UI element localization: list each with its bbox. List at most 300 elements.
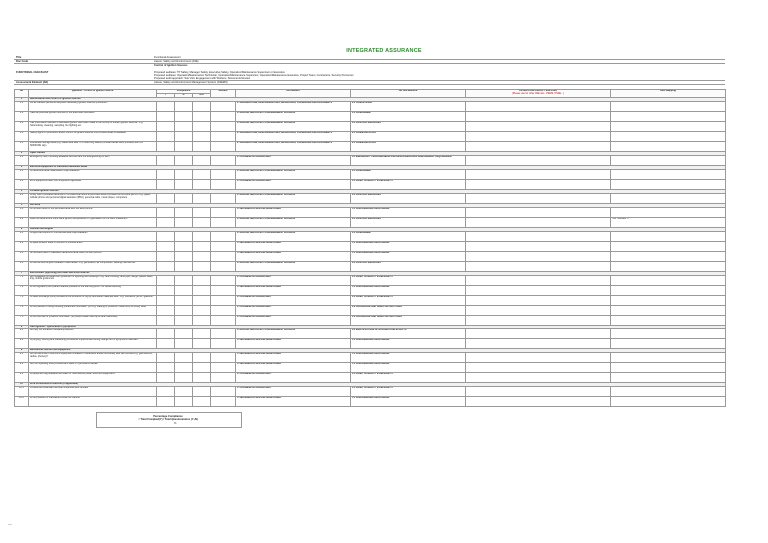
question-number: 6.3	[15, 251, 29, 261]
footer-mark: —	[8, 521, 12, 526]
col-no: No	[15, 90, 29, 98]
legacy-mapping-cell	[466, 112, 611, 122]
remark-cell[interactable]	[211, 353, 236, 363]
answer-no-cell[interactable]	[175, 305, 193, 315]
answer-no-cell[interactable]	[175, 112, 193, 122]
ae-sub-element-cell: 5.1 PERFORMANCE MONITORING	[351, 353, 466, 363]
col-compliance: Compliance	[157, 90, 211, 94]
remark-cell[interactable]	[211, 339, 236, 349]
ae-sub-element-cell: 5.1 PERFORMANCE MONITORING	[351, 241, 466, 251]
ae-sub-element-cell: 5.1 PERFORMANCE MONITORING	[351, 207, 466, 217]
remark-cell[interactable]	[211, 132, 236, 142]
answer-no-cell[interactable]	[175, 295, 193, 305]
col-hmp-mapping: HMP Mapping	[611, 90, 726, 98]
table-row	[15, 339, 726, 349]
section-number: 9	[15, 349, 29, 353]
table-row	[15, 193, 726, 203]
answer-na-cell[interactable]	[193, 295, 211, 305]
hmp-mapping-cell	[611, 285, 726, 295]
ae-sub-element-cell: 4.1 ASSET INTEGRITY & RELIABILITY	[351, 295, 466, 305]
answer-no-cell[interactable]	[175, 251, 193, 261]
remark-cell[interactable]	[211, 373, 236, 383]
remark-cell[interactable]	[211, 261, 236, 271]
section-title: Electrical equipment in classified hazardous areas	[29, 166, 726, 170]
header-value	[152, 64, 725, 80]
answer-na-cell[interactable]	[193, 156, 211, 166]
hmp-mapping-cell	[611, 275, 726, 285]
hmp-mapping-cell	[611, 251, 726, 261]
answer-no-cell[interactable]	[175, 132, 193, 142]
answer-yes-cell[interactable]	[157, 217, 175, 227]
remark-cell[interactable]	[211, 275, 236, 285]
table-row	[15, 217, 726, 227]
answer-na-cell[interactable]	[193, 122, 211, 132]
question-text: Is hot work done in the permitted area with the work permit?	[29, 207, 157, 217]
section-title: Auto ignition - hydrocarbon / pyrophoric	[29, 325, 726, 329]
question-number: 9.3	[15, 373, 29, 383]
remark-cell[interactable]	[211, 295, 236, 305]
ae-sub-element-cell: 3.4 CONTROL MEASURES	[351, 193, 466, 203]
ae-element-cell: 5. IMPLEMENTATION AND MONITORING	[236, 339, 351, 349]
compliance-title: Percentage Compliance	[153, 415, 183, 418]
section-title: Identification and control of ignition sources	[29, 98, 726, 102]
table-row	[15, 156, 726, 166]
section-number: 2	[15, 152, 29, 156]
header-block	[14, 56, 725, 85]
answer-yes-cell[interactable]	[157, 169, 175, 179]
ae-element-cell: 3. HAZARD AND EFFECTS MANAGEMENT PROCESS	[236, 193, 351, 203]
question-text: Is the pressure is maintained inside the cabinet	[29, 397, 157, 407]
legacy-mapping-cell	[466, 251, 611, 261]
legacy-mapping-cell	[466, 261, 611, 271]
question-text: Is purging, venting and blanketing procedures implemented during change out of pyrophoric materials?	[29, 339, 157, 349]
answer-na-cell[interactable]	[193, 217, 211, 227]
ae-sub-element-cell: 2.2 COMPETENCE	[351, 102, 466, 112]
ae-element-cell: 2. ORGANIZATION, RESPONSIBILITIES, RESOURCES, STANDARDS AND DOCUMENTS	[236, 132, 351, 142]
remark-cell[interactable]	[211, 102, 236, 112]
answer-yes-cell[interactable]	[157, 251, 175, 261]
question-number: 10.1	[15, 387, 29, 397]
answer-na-cell[interactable]	[193, 285, 211, 295]
ae-element-cell: 4. PLANNING & PROCEDURES	[236, 156, 351, 166]
question-number: 8.1	[15, 329, 29, 339]
legacy-mapping-cell	[466, 373, 611, 383]
question-text: Is approved vehicle in mechanical area map available?	[29, 231, 157, 241]
ae-sub-element-cell: 3.4 CONTROL MEASURES	[351, 217, 466, 227]
legacy-mapping-cell	[466, 231, 611, 241]
table-row	[15, 261, 726, 271]
question-text: Pressurized bulkhead has been inspected and certified	[29, 387, 157, 397]
header-value-text: Functional Assessment	[154, 56, 181, 59]
table-row	[15, 315, 726, 325]
table-row	[15, 285, 726, 295]
table-row	[15, 207, 726, 217]
checklist-body	[15, 98, 726, 407]
legacy-title: LEVERS AND LEGACY MAPPING	[519, 89, 557, 93]
ae-element-cell: 3. HAZARD AND EFFECTS MANAGEMENT PROCESS	[236, 231, 351, 241]
question-number: 4.1	[15, 193, 29, 203]
question-text: Emergency cars, including available services and fire extinguishing on site?	[29, 156, 157, 166]
remark-cell[interactable]	[211, 231, 236, 241]
answer-no-cell[interactable]	[175, 102, 193, 112]
answer-na-cell[interactable]	[193, 102, 211, 112]
legacy-mapping-cell	[466, 102, 611, 112]
answer-no-cell[interactable]	[175, 179, 193, 189]
section-title: Vehicles and engine	[29, 227, 726, 231]
header-value-text: Assets, Safety and Environment Management System (ASEMS)	[154, 81, 228, 85]
remark-cell[interactable]	[211, 112, 236, 122]
answer-no-cell[interactable]	[175, 207, 193, 217]
answer-yes-cell[interactable]	[157, 305, 175, 315]
ae-sub-element-cell: 3.4 CONTROL MEASURES	[351, 261, 466, 271]
hmp-mapping-cell	[611, 339, 726, 349]
hmp-mapping-cell	[611, 112, 726, 122]
ae-sub-element-cell: 4.1 ASSET INTEGRITY & RELIABILITY	[351, 387, 466, 397]
ae-sub-element-cell: 3.1 ASSESSMENT	[351, 169, 466, 179]
answer-na-cell[interactable]	[193, 231, 211, 241]
answer-na-cell[interactable]	[193, 193, 211, 203]
question-text: Have all potential ignition sources in the area been identified?	[29, 112, 157, 122]
answer-yes-cell[interactable]	[157, 207, 175, 217]
remark-cell[interactable]	[211, 241, 236, 251]
ae-element-cell: 5. IMPLEMENTATION AND MONITORING	[236, 363, 351, 373]
answer-yes-cell[interactable]	[157, 353, 175, 363]
ae-sub-element-cell: 5.1 PERFORMANCE MONITORING	[351, 363, 466, 373]
ae-element-cell: 5. IMPLEMENTATION AND MONITORING	[236, 207, 351, 217]
remark-cell[interactable]	[211, 156, 236, 166]
col-question: Question - control of ignition Source	[29, 90, 157, 98]
legacy-mapping-cell	[466, 193, 611, 203]
answer-yes-cell[interactable]	[157, 122, 175, 132]
legacy-mapping-cell	[466, 387, 611, 397]
answer-yes-cell[interactable]	[157, 387, 175, 397]
question-number: 10.2	[15, 397, 29, 407]
section-number: 5	[15, 203, 29, 207]
ae-sub-element-cell: 5.1 PERFORMANCE MONITORING	[351, 397, 466, 407]
col-ae-element: AE Element	[236, 90, 351, 98]
answer-yes-cell[interactable]	[157, 275, 175, 285]
question-number: 6.4	[15, 261, 29, 271]
answer-no-cell[interactable]	[175, 261, 193, 271]
question-text: Is internal both engine installed in safe areas? e.g. generators, air compressor, welding machine etc	[29, 261, 157, 271]
answer-no-cell[interactable]	[175, 397, 193, 407]
section-number: 4	[15, 189, 29, 193]
answer-na-cell[interactable]	[193, 339, 211, 349]
remark-cell[interactable]	[211, 122, 236, 132]
ae-element-cell: 3. HAZARD AND EFFECTS MANAGEMENT PROCESS	[236, 261, 351, 271]
remark-cell[interactable]	[211, 193, 236, 203]
answer-no-cell[interactable]	[175, 329, 193, 339]
answer-yes-cell[interactable]	[157, 132, 175, 142]
answer-no-cell[interactable]	[175, 315, 193, 325]
answer-no-cell[interactable]	[175, 122, 193, 132]
answer-yes-cell[interactable]	[157, 315, 175, 325]
answer-yes-cell[interactable]	[157, 193, 175, 203]
col-no-answer: N	[175, 94, 193, 98]
col-na: N/A	[193, 94, 211, 98]
legacy-mapping-cell	[466, 156, 611, 166]
answer-na-cell[interactable]	[193, 363, 211, 373]
ae-element-cell: 3. HAZARD AND EFFECTS MANAGEMENT PROCESS	[236, 112, 351, 122]
header-extra-line: Proposed auditees: Operation/Maintenance Technician, Operation/Maintenance Supervisor, Operation/Maintenance Executive, Project Team, Contractors, Security Personnel	[154, 73, 354, 77]
remark-cell[interactable]	[211, 363, 236, 373]
answer-na-cell[interactable]	[193, 353, 211, 363]
answer-na-cell[interactable]	[193, 315, 211, 325]
question-number: 1.4	[15, 132, 29, 142]
answer-yes-cell[interactable]	[157, 285, 175, 295]
answer-yes-cell[interactable]	[157, 142, 175, 152]
answer-no-cell[interactable]	[175, 373, 193, 383]
ae-element-cell: 2. ORGANIZATION, RESPONSIBILITIES, RESOURCES, STANDARDS AND DOCUMENTS	[236, 142, 351, 152]
legacy-note: (Please use for other ASE doc - PEMS, HSSE...)	[512, 92, 564, 96]
question-number: 2.1	[15, 156, 29, 166]
table-row	[15, 295, 726, 305]
answer-na-cell[interactable]	[193, 387, 211, 397]
legacy-mapping-cell	[466, 241, 611, 251]
legacy-mapping-cell	[466, 363, 611, 373]
answer-no-cell[interactable]	[175, 217, 193, 227]
ae-sub-element-cell: 5.1 PERFORMANCE MONITORING	[351, 285, 466, 295]
header-value-text: Control of Ignition Sources	[154, 64, 188, 68]
question-text: Is static discharge point provided at the entrance of highly flammable materials tank? e.g. Kerosene, jet A1, gasoline	[29, 295, 157, 305]
ae-sub-element-cell: 2.4 COMMUNICATION	[351, 132, 466, 142]
hmp-mapping-cell	[611, 207, 726, 217]
hmp-mapping-cell	[611, 387, 726, 397]
legacy-mapping-cell	[466, 122, 611, 132]
answer-na-cell[interactable]	[193, 305, 211, 315]
legacy-mapping-cell	[466, 217, 611, 227]
remark-cell[interactable]	[211, 387, 236, 397]
table-row	[15, 275, 726, 285]
compliance-label	[96, 415, 240, 421]
answer-yes-cell[interactable]	[157, 339, 175, 349]
answer-na-cell[interactable]	[193, 179, 211, 189]
ae-sub-element-cell: 3.2 IDENTIFICATION OF HAZARDS AND EFFECTS	[351, 329, 466, 339]
section-title: Mechanical sources and equipment	[29, 349, 726, 353]
question-text: Is hazardous area classification map available?	[29, 169, 157, 179]
table-row	[15, 329, 726, 339]
remark-cell[interactable]	[211, 207, 236, 217]
question-text: Are any hot surfaces insulated/protected?	[29, 329, 157, 339]
question-text: Are non sparking tools provided and used in hydrocarbon areas?	[29, 363, 157, 373]
answer-yes-cell[interactable]	[157, 231, 175, 241]
ae-element-cell: 5. IMPLEMENTATION AND MONITORING	[236, 251, 351, 261]
answer-na-cell[interactable]	[193, 112, 211, 122]
header-value	[152, 56, 725, 59]
answer-no-cell[interactable]	[175, 275, 193, 285]
question-number: 5.2	[15, 217, 29, 227]
legacy-mapping-cell	[466, 132, 611, 142]
question-text: Is equipment tag available and valid for mechanical/ power tools and equipment?	[29, 373, 157, 383]
legacy-mapping-cell	[466, 397, 611, 407]
answer-na-cell[interactable]	[193, 397, 211, 407]
section-title: Portable ignition sources	[29, 189, 726, 193]
question-text: Is spark arrestor used on vehicle in process area?	[29, 241, 157, 251]
question-number: 8.2	[15, 339, 29, 349]
question-number: 7.4	[15, 305, 29, 315]
ae-element-cell: 3. HAZARD AND EFFECTS MANAGEMENT PROCESS	[236, 329, 351, 339]
hmp-mapping-cell	[611, 193, 726, 203]
ae-element-cell: 3. HAZARD AND EFFECTS MANAGEMENT PROCESS	[236, 122, 351, 132]
question-number: 9.1	[15, 353, 29, 363]
answer-yes-cell[interactable]	[157, 156, 175, 166]
col-legacy-mapping	[466, 90, 611, 98]
answer-no-cell[interactable]	[175, 339, 193, 349]
answer-na-cell[interactable]	[193, 169, 211, 179]
answer-no-cell[interactable]	[175, 353, 193, 363]
answer-no-cell[interactable]	[175, 387, 193, 397]
legacy-mapping-cell	[466, 169, 611, 179]
header-key: Title	[16, 56, 22, 59]
remark-cell[interactable]	[211, 329, 236, 339]
question-text: Is the practice of using bonding predefined controlled? (for e.g. loading of products, initial fill-up of empty tank)	[29, 305, 157, 315]
answer-na-cell[interactable]	[193, 373, 211, 383]
question-text: Safety signs on prohibition and/or control of ignition sources into process areas is available	[29, 132, 157, 142]
question-number: 7.3	[15, 295, 29, 305]
header-key: Doc Code	[16, 60, 29, 64]
answer-na-cell[interactable]	[193, 132, 211, 142]
remark-cell[interactable]	[211, 179, 236, 189]
question-text: Ex is equipment base, with inspection tag/sticker	[29, 179, 157, 189]
remark-cell[interactable]	[211, 315, 236, 325]
table-row	[15, 305, 726, 315]
remark-cell[interactable]	[211, 217, 236, 227]
answer-no-cell[interactable]	[175, 363, 193, 373]
section-number: 10	[15, 383, 29, 387]
answer-no-cell[interactable]	[175, 193, 193, 203]
ae-sub-element-cell: 3.1 ASSESSMENT	[351, 231, 466, 241]
header-value	[152, 60, 725, 63]
remark-cell[interactable]	[211, 169, 236, 179]
question-number: 1.2	[15, 112, 29, 122]
checklist-sheet	[14, 56, 725, 407]
answer-no-cell[interactable]	[175, 142, 193, 152]
hmp-mapping-cell	[611, 373, 726, 383]
answer-na-cell[interactable]	[193, 241, 211, 251]
table-row	[15, 169, 726, 179]
question-text: Is the regulator point placed nearest possible to the earthing point? for vessel earthing	[29, 285, 157, 295]
answer-yes-cell[interactable]	[157, 179, 175, 189]
section-number: 7	[15, 271, 29, 275]
question-number: 1.3	[15, 122, 29, 132]
section-title: Hot work	[29, 203, 726, 207]
question-number: 6.1	[15, 231, 29, 241]
ae-sub-element-cell: 4.1 ASSET INTEGRITY & RELIABILITY	[351, 275, 466, 285]
ae-element-cell: 3. HAZARD AND EFFECTS MANAGEMENT PROCESS	[236, 217, 351, 227]
hmp-mapping-cell	[611, 397, 726, 407]
answer-yes-cell[interactable]	[157, 295, 175, 305]
table-row	[15, 251, 726, 261]
answer-na-cell[interactable]	[193, 275, 211, 285]
remark-cell[interactable]	[211, 397, 236, 407]
hmp-mapping-cell	[611, 241, 726, 251]
ae-element-cell: 5. IMPLEMENTATION AND MONITORING	[236, 241, 351, 251]
table-row	[15, 122, 726, 132]
legacy-mapping-cell	[466, 285, 611, 295]
table-row	[15, 102, 726, 112]
answer-na-cell[interactable]	[193, 142, 211, 152]
remark-cell[interactable]	[211, 251, 236, 261]
question-number: 6.2	[15, 241, 29, 251]
answer-no-cell[interactable]	[175, 241, 193, 251]
remark-cell[interactable]	[211, 285, 236, 295]
col-yes: Y	[157, 94, 175, 98]
answer-no-cell[interactable]	[175, 285, 193, 295]
question-text: Are all electrical or electronic equipment installed in hazardous areas intrinsically safe (Ex certified e.g. gas detector, radios, phones)?	[29, 353, 157, 363]
answer-no-cell[interactable]	[175, 169, 193, 179]
hmp-mapping-cell	[611, 231, 726, 241]
remark-cell[interactable]	[211, 305, 236, 315]
question-text: Has information relevant to identified ignition risks been made in the vicinity of known ignition sources? e.g. hot/smoking, cleaning, sampling, fire fighting etc.	[29, 122, 157, 132]
header-row	[14, 64, 725, 81]
question-text: Fire/welder storage area (e.g. diesel skid tank / PS reserving station) smoked areas were provided with NO SMOKING sign	[29, 142, 157, 152]
table-row	[15, 363, 726, 373]
ae-element-cell: 4. PLANNING & PROCEDURES	[236, 315, 351, 325]
ae-element-cell: 4. PLANNING & PROCEDURES	[236, 373, 351, 383]
hmp-mapping-cell	[611, 305, 726, 315]
legacy-mapping-cell	[466, 179, 611, 189]
answer-yes-cell[interactable]	[157, 397, 175, 407]
answer-yes-cell[interactable]	[157, 261, 175, 271]
table-row	[15, 241, 726, 251]
ae-element-cell: 4. PLANNING & PROCEDURES	[236, 295, 351, 305]
table-row	[15, 353, 726, 363]
compliance-percent: %	[174, 422, 177, 425]
section-title: Electrostatic (lightning) and static electrical sources	[29, 271, 726, 275]
header-value-text: Assets, Safety and Environment (ASE)	[154, 60, 199, 64]
compliance-formula: = Total Complied(Y) / Total Questionnaires (Y+N)	[138, 418, 198, 422]
table-row	[15, 112, 726, 122]
hmp-mapping-cell	[611, 179, 726, 189]
ae-sub-element-cell: 4.1 ASSET INTEGRITY & RELIABILITY	[351, 373, 466, 383]
question-text: All vehicles used in classified hazardous area have hot work permit?	[29, 251, 157, 261]
hmp-mapping-cell: HAT Indicator 3	[611, 217, 726, 227]
answer-yes-cell[interactable]	[157, 241, 175, 251]
ae-sub-element-cell: 5.1 PERFORMANCE MONITORING	[351, 251, 466, 261]
question-number: 3.2	[15, 179, 29, 189]
remark-cell[interactable]	[211, 142, 236, 152]
legacy-mapping-cell	[466, 305, 611, 315]
answer-yes-cell[interactable]	[157, 102, 175, 112]
answer-yes-cell[interactable]	[157, 329, 175, 339]
answer-yes-cell[interactable]	[157, 112, 175, 122]
hmp-mapping-cell	[611, 102, 726, 112]
answer-yes-cell[interactable]	[157, 373, 175, 383]
answer-na-cell[interactable]	[193, 207, 211, 217]
answer-na-cell[interactable]	[193, 329, 211, 339]
answer-na-cell[interactable]	[193, 261, 211, 271]
ae-element-cell: 5. IMPLEMENTATION AND MONITORING	[236, 397, 351, 407]
ae-element-cell: 2. ORGANIZATION, RESPONSIBILITIES, RESOURCES, STANDARDS AND DOCUMENTS	[236, 102, 351, 112]
table-row	[15, 231, 726, 241]
ae-sub-element-cell: 4.4 EMERGENCY PREPAREDNESS AND RESPONSE/CRISIS MANAGEMENT REQUIREMENT	[351, 156, 466, 166]
answer-no-cell[interactable]	[175, 231, 193, 241]
answer-na-cell[interactable]	[193, 251, 211, 261]
question-number: 9.2	[15, 363, 29, 373]
answer-no-cell[interactable]	[175, 156, 193, 166]
section-number: 3	[15, 166, 29, 170]
hmp-mapping-cell	[611, 132, 726, 142]
hmp-mapping-cell	[611, 261, 726, 271]
question-number: 7.2	[15, 285, 29, 295]
ae-element-cell: 4. PLANNING & PROCEDURES	[236, 387, 351, 397]
question-text: Are installation provided with protection of lightning and buildings? e.g. tank bonding, tank pipe, flange, panels cable tray, mobile ground etc	[29, 275, 157, 285]
ae-sub-element-cell: 4.2 PROCEDURE AND WORK INSTRUCTIONS	[351, 315, 466, 325]
ae-element-cell: 4. PLANNING & PROCEDURES	[236, 305, 351, 315]
ae-sub-element-cell: 3.1 ASSESSMENT	[351, 112, 466, 122]
hmp-mapping-cell	[611, 156, 726, 166]
answer-yes-cell[interactable]	[157, 363, 175, 373]
